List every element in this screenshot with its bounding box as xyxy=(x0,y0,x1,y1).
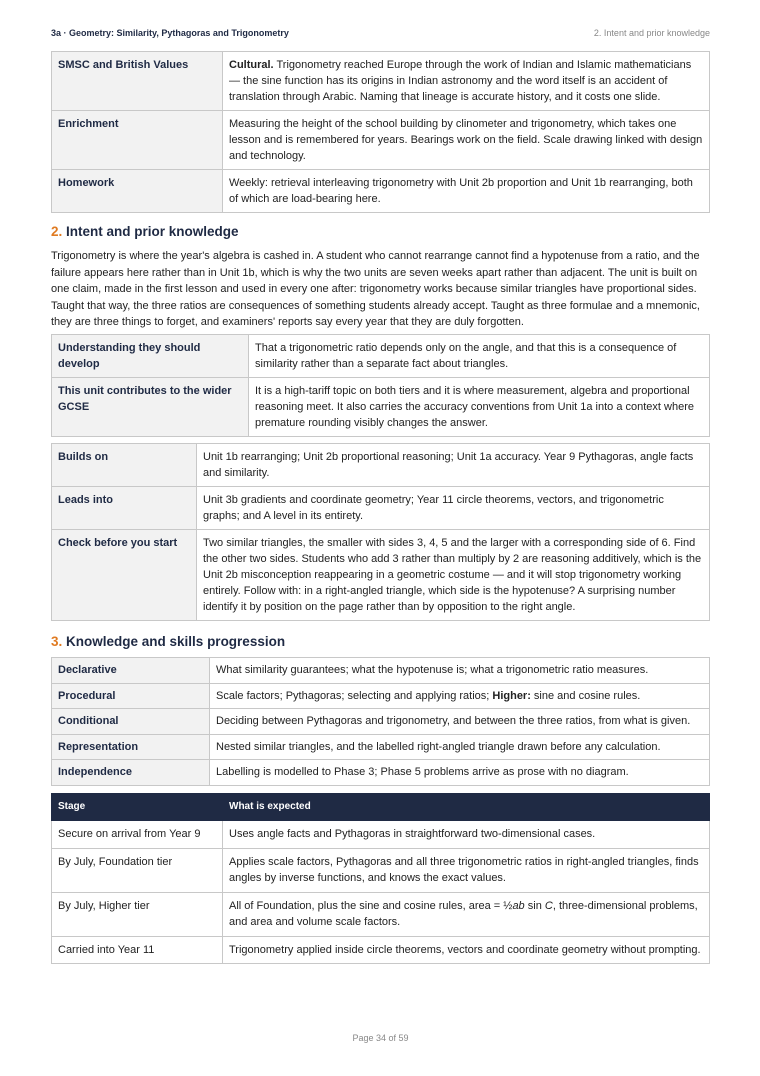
table-row xyxy=(52,52,710,111)
section-title: Intent and prior knowledge xyxy=(66,224,239,239)
header-unit-title: 3a · Geometry: Similarity, Pythagoras and Trigonometry xyxy=(51,28,289,38)
expected-cell: Trigonometry applied inside circle theorems, vectors and coordinate geometry without prompting. xyxy=(223,936,710,964)
row-value: Two similar triangles, the smaller with sides 3, 4, 5 and the larger with a corresponding side of 6. Find the other two sides. Students who add 3 rather than multiply by 2 are reasoning additively, which is the Unit 2b misconception reappearing in a geometric costume — and it will stop trigonometry working entirely. Follow with: in a right-angled triangle, which side is the hypotenuse? A surprising number identify it by position on the page rather than by opposition to the right angle. xyxy=(197,530,710,621)
row-value: Unit 3b gradients and coordinate geometry; Year 11 circle theorems, vectors, and trigonometric graphs; and A level in its entirety. xyxy=(197,487,710,530)
row-value: Deciding between Pythagoras and trigonometry, and between the three ratios, from what is given. xyxy=(210,709,710,735)
table-row xyxy=(52,709,710,735)
expected-cell: Uses angle facts and Pythagoras in straightforward two-dimensional cases. xyxy=(223,821,710,849)
row-label: Leads into xyxy=(52,487,197,530)
table-row xyxy=(52,821,710,849)
table-row xyxy=(52,892,710,936)
row-label: Independence xyxy=(52,760,210,786)
table-row xyxy=(52,734,710,760)
row-value: Nested similar triangles, and the labelled right-angled triangle drawn before any calculation. xyxy=(210,734,710,760)
row-label: Check before you start xyxy=(52,530,197,621)
prior-knowledge-table xyxy=(51,443,710,621)
stage-cell: Carried into Year 11 xyxy=(52,936,223,964)
row-value: Weekly: retrieval interleaving trigonometry with Unit 2b proportion and Unit 1b rearranging, both of which are load-bearing here. xyxy=(223,170,710,213)
table-row xyxy=(52,170,710,213)
section-title: Knowledge and skills progression xyxy=(66,634,286,649)
table-row xyxy=(52,936,710,964)
row-label: Homework xyxy=(52,170,223,213)
section-number: 3. xyxy=(51,634,63,649)
knowledge-table xyxy=(51,657,710,786)
table-row xyxy=(52,378,710,437)
row-value: It is a high-tariff topic on both tiers and it is where measurement, algebra and proportional reasoning meet. It also carries the accuracy conventions from Unit 1a into a context where premature rounding visibly changes the answer. xyxy=(249,378,710,437)
row-text: Scale factors; Pythagoras; selecting and applying ratios; xyxy=(216,689,493,702)
understanding-table xyxy=(51,334,710,437)
table-row xyxy=(52,335,710,378)
row-label: Enrichment xyxy=(52,111,223,170)
row-label: Conditional xyxy=(52,709,210,735)
running-header xyxy=(51,28,710,42)
column-header-stage: Stage xyxy=(52,794,223,821)
row-value xyxy=(210,683,710,709)
expected-text-sin: sin xyxy=(524,899,545,912)
table-row xyxy=(52,111,710,170)
row-label: Understanding they should develop xyxy=(52,335,249,378)
table-row xyxy=(52,848,710,892)
header-section-title: 2. Intent and prior knowledge xyxy=(593,28,710,38)
expected-text: All of Foundation, plus the sine and cosine rules, area = ½ xyxy=(229,899,513,912)
values-table xyxy=(51,51,710,213)
section-heading xyxy=(51,634,285,649)
table-header-row xyxy=(52,794,710,821)
table-row xyxy=(52,487,710,530)
row-value: Labelling is modelled to Phase 3; Phase 5 problems arrive as prose with no diagram. xyxy=(210,760,710,786)
stage-cell: By July, Foundation tier xyxy=(52,848,223,892)
table-row xyxy=(52,683,710,709)
section-number: 2. xyxy=(51,224,63,239)
table-row xyxy=(52,760,710,786)
section-heading xyxy=(51,224,239,239)
expected-cell xyxy=(223,892,710,936)
row-value: Measuring the height of the school building by clinometer and trigonometry, which takes one lesson and is remembered for years. Bearings work on the field. Scale drawing linked with design and technology. xyxy=(223,111,710,170)
expected-italic-ab: ab xyxy=(512,899,525,912)
page-footer: Page 34 of 59 xyxy=(352,1033,409,1043)
stage-cell: Secure on arrival from Year 9 xyxy=(52,821,223,849)
stage-expectations-table xyxy=(51,793,710,964)
row-value xyxy=(223,52,710,111)
table-row xyxy=(52,444,710,487)
row-text: Trigonometry reached Europe through the work of Indian and Islamic mathematicians — the sine function has its origins in Indian astronomy and the word itself is an accident of translation through Arabic. Naming that lineage is accurate history, and it costs one slide. xyxy=(229,59,692,103)
row-label: Builds on xyxy=(52,444,197,487)
row-value: What similarity guarantees; what the hypotenuse is; what a trigonometric ratio measures. xyxy=(210,658,710,684)
row-label: SMSC and British Values xyxy=(52,52,223,111)
row-value: That a trigonometric ratio depends only on the angle, and that this is a consequence of similarity rather than a separate fact about triangles. xyxy=(249,335,710,378)
table-row xyxy=(52,530,710,621)
expected-text-tail: , three-dimensional problems, and area and volume scale factors. xyxy=(229,899,698,928)
row-text-tail: sine and cosine rules. xyxy=(530,689,641,702)
row-label: Procedural xyxy=(52,683,210,709)
intent-paragraph: Trigonometry is where the year's algebra is cashed in. A student who cannot rearrange cannot find a hypotenuse from a ratio, and the failure appears here rather than in Unit 1b, which is why the two units are seven weeks apart rather than adjacent. The unit is built on one claim, made in the first lesson and used in every one after: trigonometry works because similar triangles have proportional sides. Taught that way, the three ratios are consequences of something students already accept. Taught as three formulae and a mnemonic, they are three things to forget, and examiners' reports say every year that they are duly forgotten. xyxy=(51,250,700,329)
row-lead: Cultural. xyxy=(229,59,274,71)
expected-italic-c: C xyxy=(544,899,553,912)
row-label: This unit contributes to the wider GCSE xyxy=(52,378,249,437)
row-value: Unit 1b rearranging; Unit 2b proportional reasoning; Unit 1a accuracy. Year 9 Pythagoras, angle facts and similarity. xyxy=(197,444,710,487)
column-header-expected: What is expected xyxy=(223,794,710,821)
table-row xyxy=(52,658,710,684)
row-label: Representation xyxy=(52,734,210,760)
row-bold: Higher: xyxy=(492,689,531,702)
row-label: Declarative xyxy=(52,658,210,684)
expected-cell: Applies scale factors, Pythagoras and all three trigonometric ratios in right-angled triangles, finds angles by inverse functions, and knows the exact values. xyxy=(223,848,710,892)
stage-cell: By July, Higher tier xyxy=(52,892,223,936)
